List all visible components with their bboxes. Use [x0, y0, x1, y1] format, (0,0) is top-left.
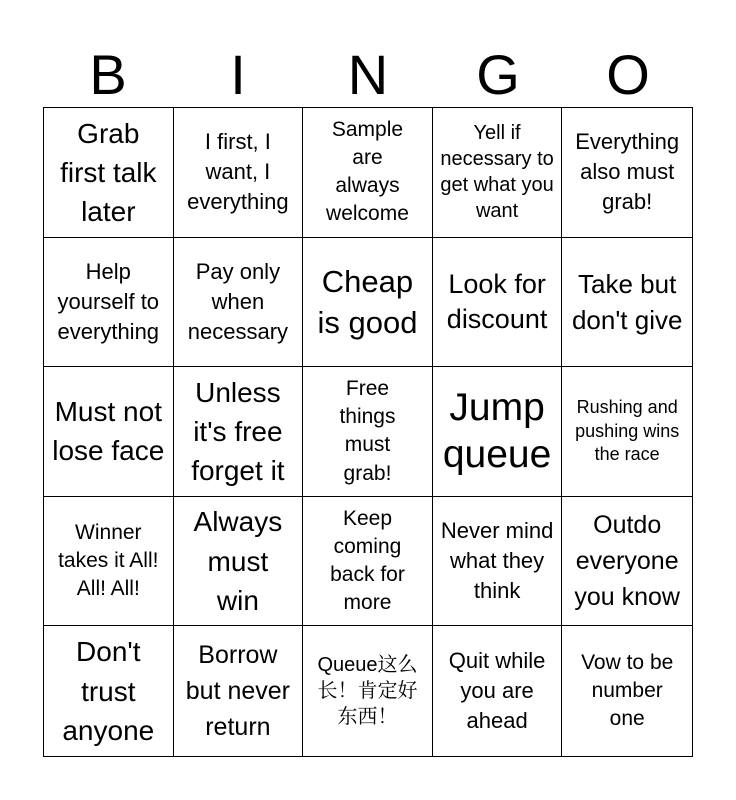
bingo-cell[interactable] — [433, 238, 563, 368]
cell-text: Keep coming back for more — [330, 506, 405, 615]
cell-text: I first, I want, I everything — [187, 129, 289, 215]
bingo-cell[interactable] — [174, 238, 304, 368]
bingo-cell[interactable] — [303, 108, 433, 238]
cell-text: Jump queue — [442, 385, 552, 477]
cell-text: Quit while you are ahead — [448, 648, 546, 734]
bingo-cell[interactable] — [433, 626, 563, 756]
cell-text: Never mind what they think — [440, 518, 554, 604]
bingo-cell[interactable] — [44, 108, 174, 238]
bingo-cell[interactable] — [44, 238, 174, 368]
bingo-cell[interactable] — [303, 497, 433, 627]
cell-text: Grab first talk later — [60, 117, 157, 227]
header-letter-n: N — [347, 43, 389, 106]
bingo-cell[interactable] — [303, 626, 433, 756]
bingo-cell[interactable] — [303, 238, 433, 368]
bingo-cell[interactable] — [562, 497, 692, 627]
cell-text: Rushing and pushing wins the race — [575, 397, 680, 465]
cell-text: Look for discount — [446, 268, 548, 334]
bingo-cell[interactable] — [433, 497, 563, 627]
cell-text: Unless it's free forget it — [191, 376, 285, 487]
bingo-cell[interactable] — [44, 497, 174, 627]
bingo-cell[interactable] — [562, 108, 692, 238]
bingo-board — [43, 107, 693, 757]
cell-text: Take but don't give — [571, 268, 683, 335]
bingo-cell[interactable] — [562, 367, 692, 497]
bingo-cell[interactable] — [174, 367, 304, 497]
header-letter-i: I — [230, 43, 246, 106]
bingo-cell[interactable] — [44, 626, 174, 756]
cell-text: Winner takes it All! All! All! — [58, 520, 159, 601]
header-letter-b: B — [89, 43, 127, 106]
bingo-cell[interactable] — [303, 367, 433, 497]
cell-text: Cheap is good — [317, 263, 418, 340]
cell-text: Don't trust anyone — [62, 636, 155, 746]
cell-text: Always must win — [193, 506, 283, 616]
bingo-cell[interactable] — [562, 626, 692, 756]
cell-text: Free things must grab! — [339, 377, 396, 485]
bingo-cell[interactable] — [174, 626, 304, 756]
cell-text: Sample are always welcome — [326, 118, 409, 226]
header-letter-o: O — [606, 43, 650, 106]
bingo-cell[interactable] — [433, 108, 563, 238]
bingo-cell[interactable] — [44, 367, 174, 497]
bingo-header — [43, 44, 693, 106]
cell-text: Outdo everyone you know — [574, 511, 680, 612]
bingo-cell[interactable] — [562, 238, 692, 368]
cell-text: Borrow but never return — [185, 641, 291, 742]
cell-text: Pay only when necessary — [187, 259, 289, 344]
cell-text: Must not lose face — [52, 396, 165, 467]
cell-text: Everything also must grab! — [575, 129, 680, 215]
bingo-cell[interactable] — [433, 367, 563, 497]
bingo-cell[interactable] — [174, 497, 304, 627]
bingo-cell[interactable] — [174, 108, 304, 238]
cell-text: Help yourself to everything — [57, 259, 160, 344]
header-letter-g: G — [476, 43, 520, 106]
cell-text: Yell if necessary to get what you want — [440, 122, 554, 223]
cell-text: Vow to be number one — [581, 651, 674, 731]
cell-text: Queue这么长！肯定好东西！ — [317, 654, 418, 729]
